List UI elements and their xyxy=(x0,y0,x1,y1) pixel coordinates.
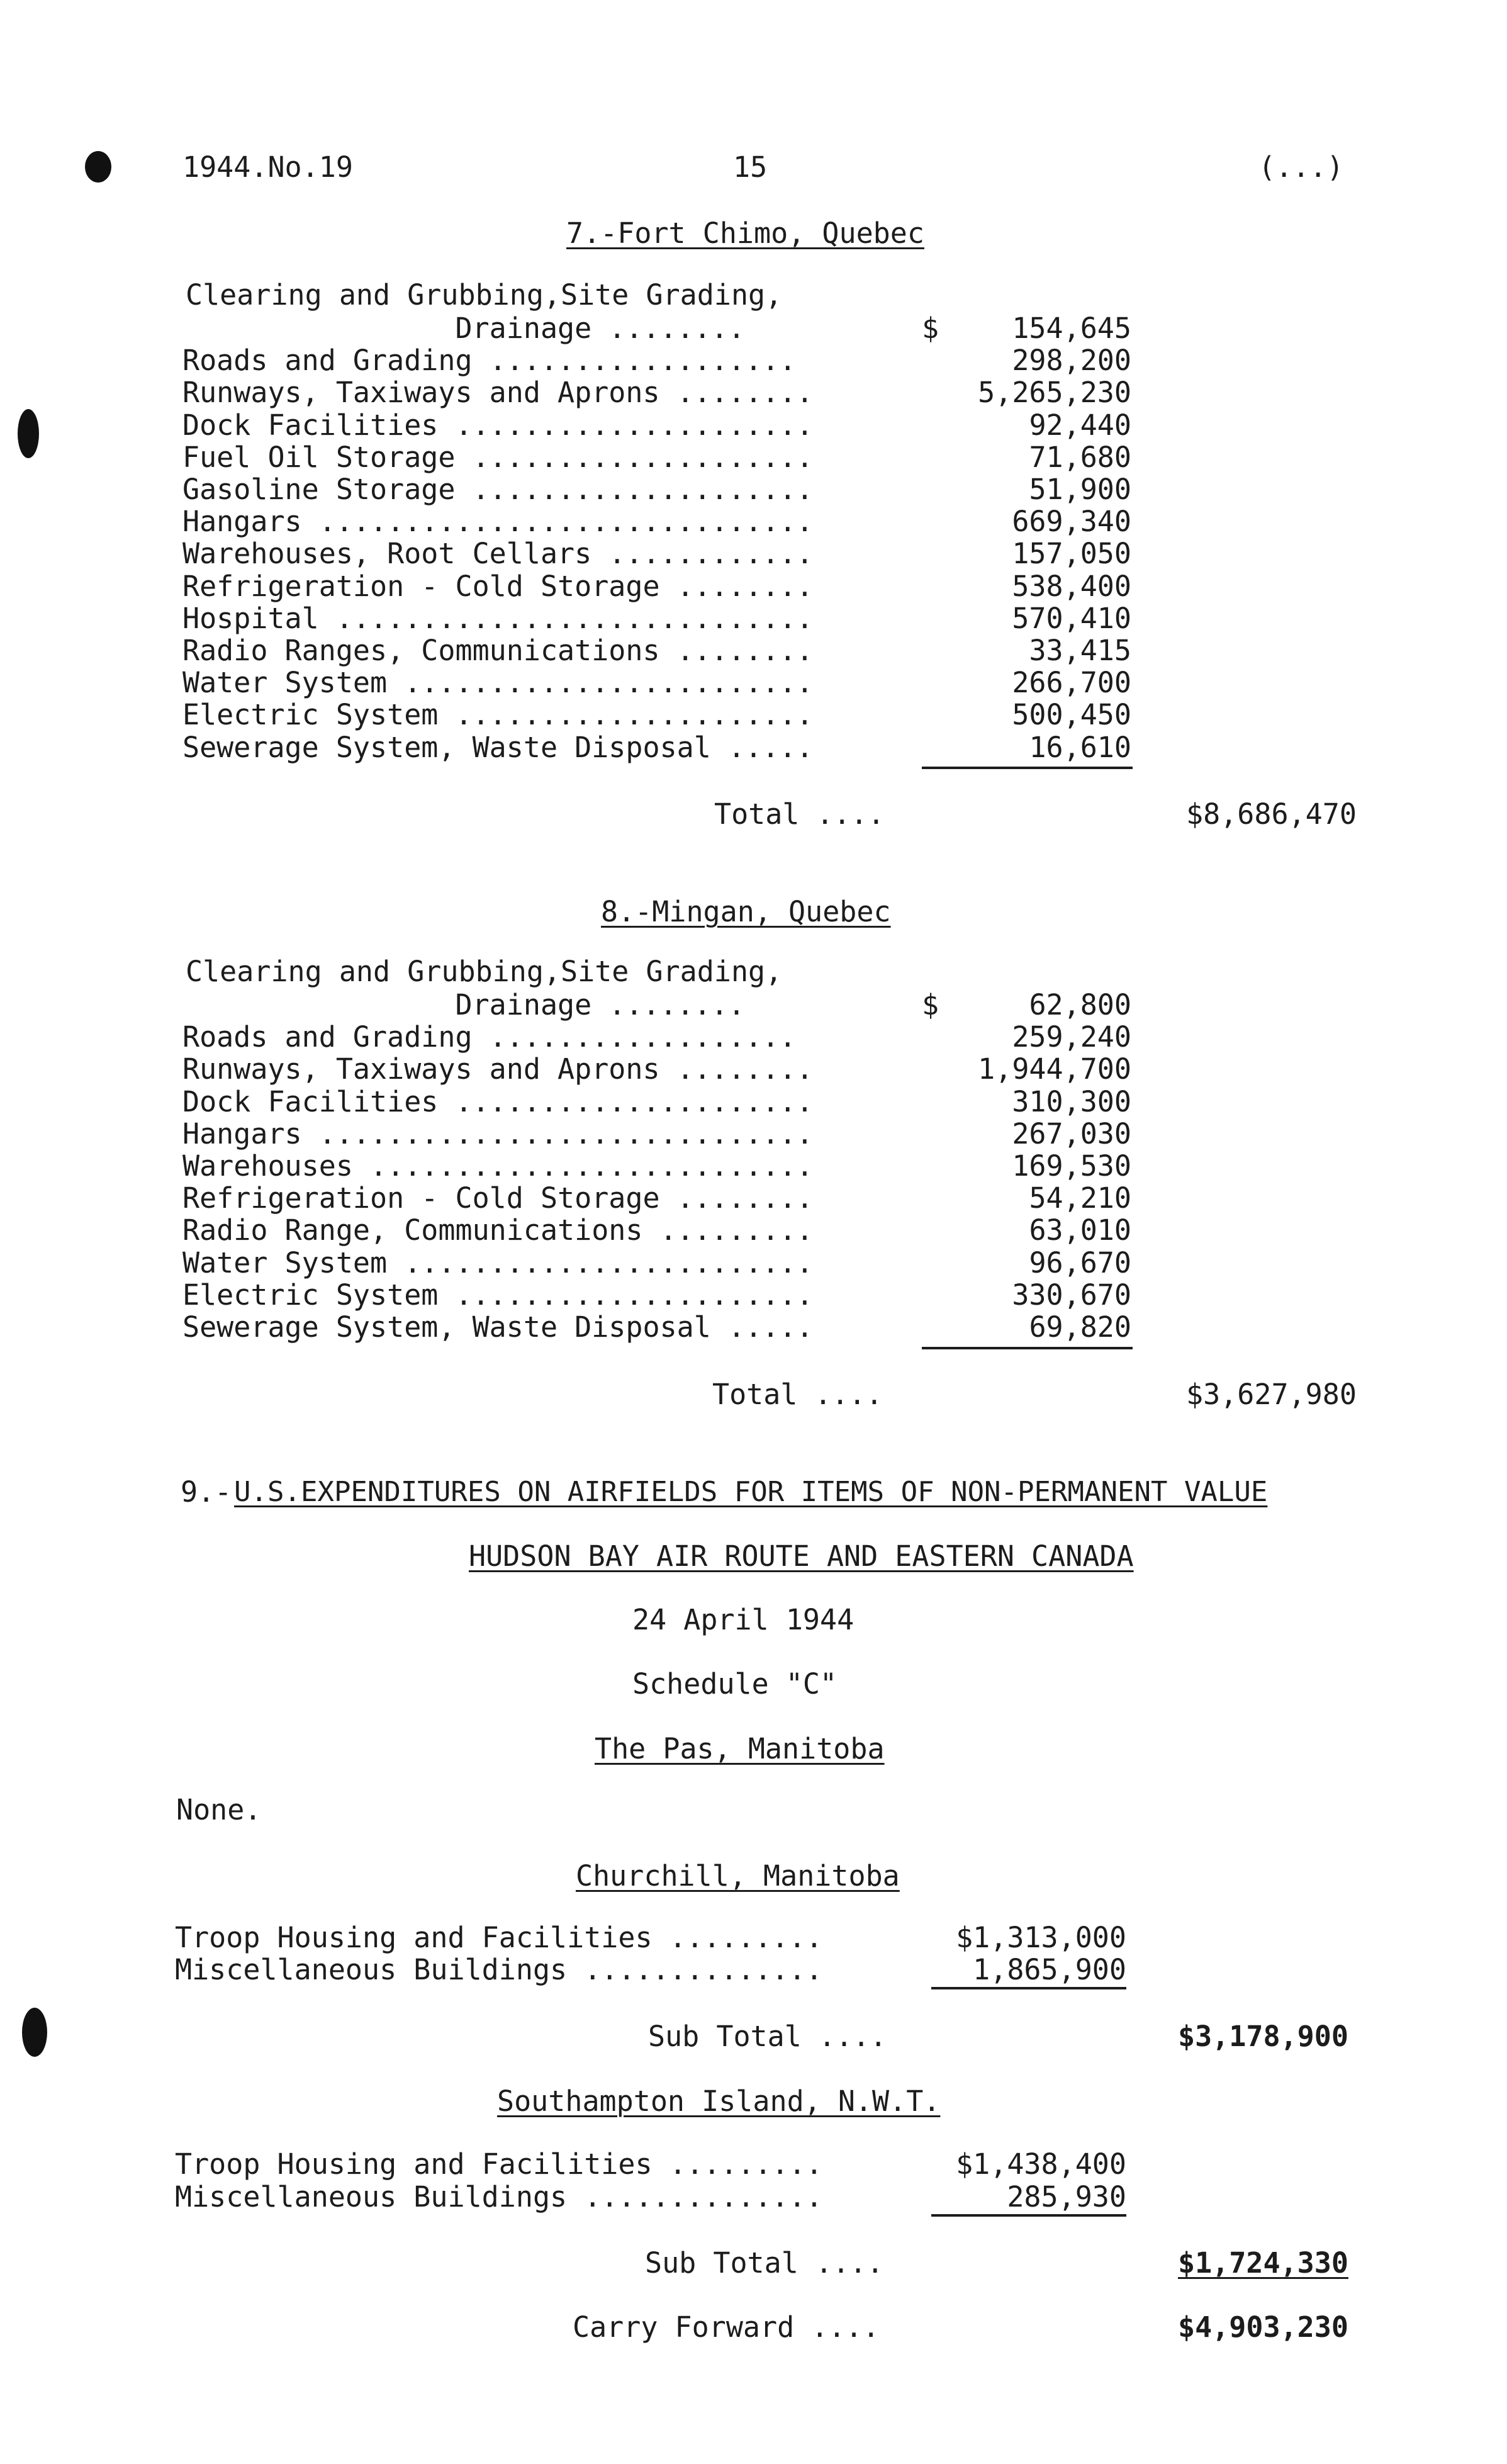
section9-number: 9.- xyxy=(181,1475,232,1509)
line-item-label: Warehouses, Root Cellars ............ xyxy=(182,537,814,571)
line-item-label: Gasoline Storage .................... xyxy=(182,473,814,506)
line-item-label: Refrigeration - Cold Storage ........ xyxy=(182,1181,814,1215)
southampton-subtotal-amount: $1,724,330 xyxy=(1178,2246,1348,2280)
line-item-label: Drainage ........ xyxy=(182,988,746,1021)
line-item-label: Electric System ..................... xyxy=(182,698,814,732)
line-item-amount: 1,944,700 xyxy=(978,1052,1131,1086)
page-number: 15 xyxy=(733,150,768,184)
line-item-amount: 298,200 xyxy=(1012,344,1131,378)
section8-title: 8.-Mingan, Quebec xyxy=(601,895,891,928)
line-item-label: Hangars ............................. xyxy=(182,1117,814,1150)
section9-title: U.S.EXPENDITURES ON AIRFIELDS FOR ITEMS OF NON-PERMANENT VALUE xyxy=(234,1476,1268,1508)
section7-title: 7.-Fort Chimo, Quebec xyxy=(566,217,924,250)
line-item-amount: 266,700 xyxy=(1012,666,1131,700)
line-item-label: Radio Ranges, Communications ........ xyxy=(182,634,814,667)
line-item-label: Dock Facilities ..................... xyxy=(182,1084,814,1118)
southampton-subtotal-label: Sub Total .... xyxy=(645,2246,884,2280)
section8-first-line: Clearing and Grubbing,Site Grading, xyxy=(186,955,783,988)
line-item-amount: 154,645 xyxy=(1012,312,1131,345)
line-item-amount: 5,265,230 xyxy=(978,376,1131,410)
dollar-sign: $ xyxy=(922,312,939,345)
southampton-item-label: Miscellaneous Buildings .............. xyxy=(175,2180,823,2214)
carry-forward-amount: $4,903,230 xyxy=(1178,2310,1348,2344)
line-item-amount: 538,400 xyxy=(1012,569,1131,603)
line-item-label: Fuel Oil Storage .................... xyxy=(182,440,814,474)
line-item-amount: 169,530 xyxy=(1012,1149,1131,1183)
line-item-label: Hangars ............................. xyxy=(182,505,814,539)
the-pas-title: The Pas, Manitoba xyxy=(595,1732,885,1765)
section9-subtitle: HUDSON BAY AIR ROUTE AND EASTERN CANADA xyxy=(469,1539,1134,1573)
section7-first-line: Clearing and Grubbing,Site Grading, xyxy=(186,278,783,312)
southampton-item-amount: $1,438,400 xyxy=(956,2147,1126,2181)
churchill-item-label: Miscellaneous Buildings .............. xyxy=(175,1953,823,1986)
line-item-label: Warehouses .......................... xyxy=(182,1149,814,1183)
line-item-amount: 92,440 xyxy=(1029,408,1131,442)
section7-total-label: Total .... xyxy=(714,797,885,831)
line-item-label: Runways, Taxiways and Aprons ........ xyxy=(182,376,814,410)
header-ellipsis: (...) xyxy=(1258,150,1344,184)
southampton-sum-rule xyxy=(931,2214,1126,2217)
churchill-sum-rule xyxy=(931,1987,1126,1989)
line-item-amount: 500,450 xyxy=(1012,698,1131,732)
line-item-amount: 570,410 xyxy=(1012,601,1131,635)
line-item-amount: 51,900 xyxy=(1029,473,1131,506)
line-item-amount: 330,670 xyxy=(1012,1278,1131,1312)
line-item-label: Drainage ........ xyxy=(182,312,746,345)
punch-hole-top xyxy=(85,151,111,183)
line-item-amount: 54,210 xyxy=(1029,1181,1131,1215)
line-item-amount: 63,010 xyxy=(1029,1213,1131,1247)
line-item-label: Water System ........................ xyxy=(182,666,814,700)
section9-schedule: Schedule "C" xyxy=(632,1667,838,1701)
punch-hole-middle xyxy=(18,409,39,458)
southampton-item-label: Troop Housing and Facilities ......... xyxy=(175,2147,823,2181)
line-item-amount: 71,680 xyxy=(1029,440,1131,474)
line-item-amount: 310,300 xyxy=(1012,1084,1131,1118)
churchill-subtotal-label: Sub Total .... xyxy=(648,2020,887,2053)
southampton-title: Southampton Island, N.W.T. xyxy=(497,2084,941,2118)
section7-sum-rule xyxy=(922,767,1133,769)
line-item-amount: 669,340 xyxy=(1012,505,1131,539)
line-item-label: Roads and Grading .................. xyxy=(182,1020,797,1054)
line-item-label: Runways, Taxiways and Aprons ........ xyxy=(182,1052,814,1086)
line-item-amount: 69,820 xyxy=(1029,1310,1131,1344)
line-item-amount: 96,670 xyxy=(1029,1246,1131,1280)
churchill-item-amount: 1,865,900 xyxy=(973,1953,1126,1986)
carry-forward-label: Carry Forward .... xyxy=(573,2310,880,2344)
line-item-amount: 267,030 xyxy=(1012,1117,1131,1150)
line-item-label: Dock Facilities ..................... xyxy=(182,408,814,442)
churchill-title: Churchill, Manitoba xyxy=(576,1859,900,1893)
churchill-item-amount: $1,313,000 xyxy=(956,1921,1126,1954)
section8-sum-rule xyxy=(922,1347,1133,1349)
line-item-label: Refrigeration - Cold Storage ........ xyxy=(182,569,814,603)
line-item-amount: 157,050 xyxy=(1012,537,1131,571)
section7-total-amount: $8,686,470 xyxy=(1186,797,1357,831)
dollar-sign: $ xyxy=(922,988,939,1021)
line-item-label: Radio Range, Communications ......... xyxy=(182,1213,814,1247)
line-item-amount: 33,415 xyxy=(1029,634,1131,667)
punch-hole-bottom xyxy=(22,2008,47,2057)
line-item-label: Sewerage System, Waste Disposal ..... xyxy=(182,730,814,764)
line-item-label: Roads and Grading .................. xyxy=(182,344,797,378)
churchill-subtotal-amount: $3,178,900 xyxy=(1178,2020,1348,2053)
line-item-label: Water System ........................ xyxy=(182,1246,814,1280)
section9-date: 24 April 1944 xyxy=(632,1603,854,1636)
line-item-label: Electric System ..................... xyxy=(182,1278,814,1312)
line-item-amount: 259,240 xyxy=(1012,1020,1131,1054)
line-item-amount: 62,800 xyxy=(1029,988,1131,1021)
line-item-amount: 16,610 xyxy=(1029,730,1131,764)
section8-total-label: Total .... xyxy=(712,1378,883,1411)
line-item-label: Hospital ............................ xyxy=(182,601,814,635)
churchill-item-label: Troop Housing and Facilities ......... xyxy=(175,1921,823,1954)
doc-reference: 1944.No.19 xyxy=(182,150,353,184)
the-pas-none: None. xyxy=(176,1793,262,1826)
southampton-item-amount: 285,930 xyxy=(1007,2180,1126,2214)
section8-total-amount: $3,627,980 xyxy=(1186,1378,1357,1411)
line-item-label: Sewerage System, Waste Disposal ..... xyxy=(182,1310,814,1344)
